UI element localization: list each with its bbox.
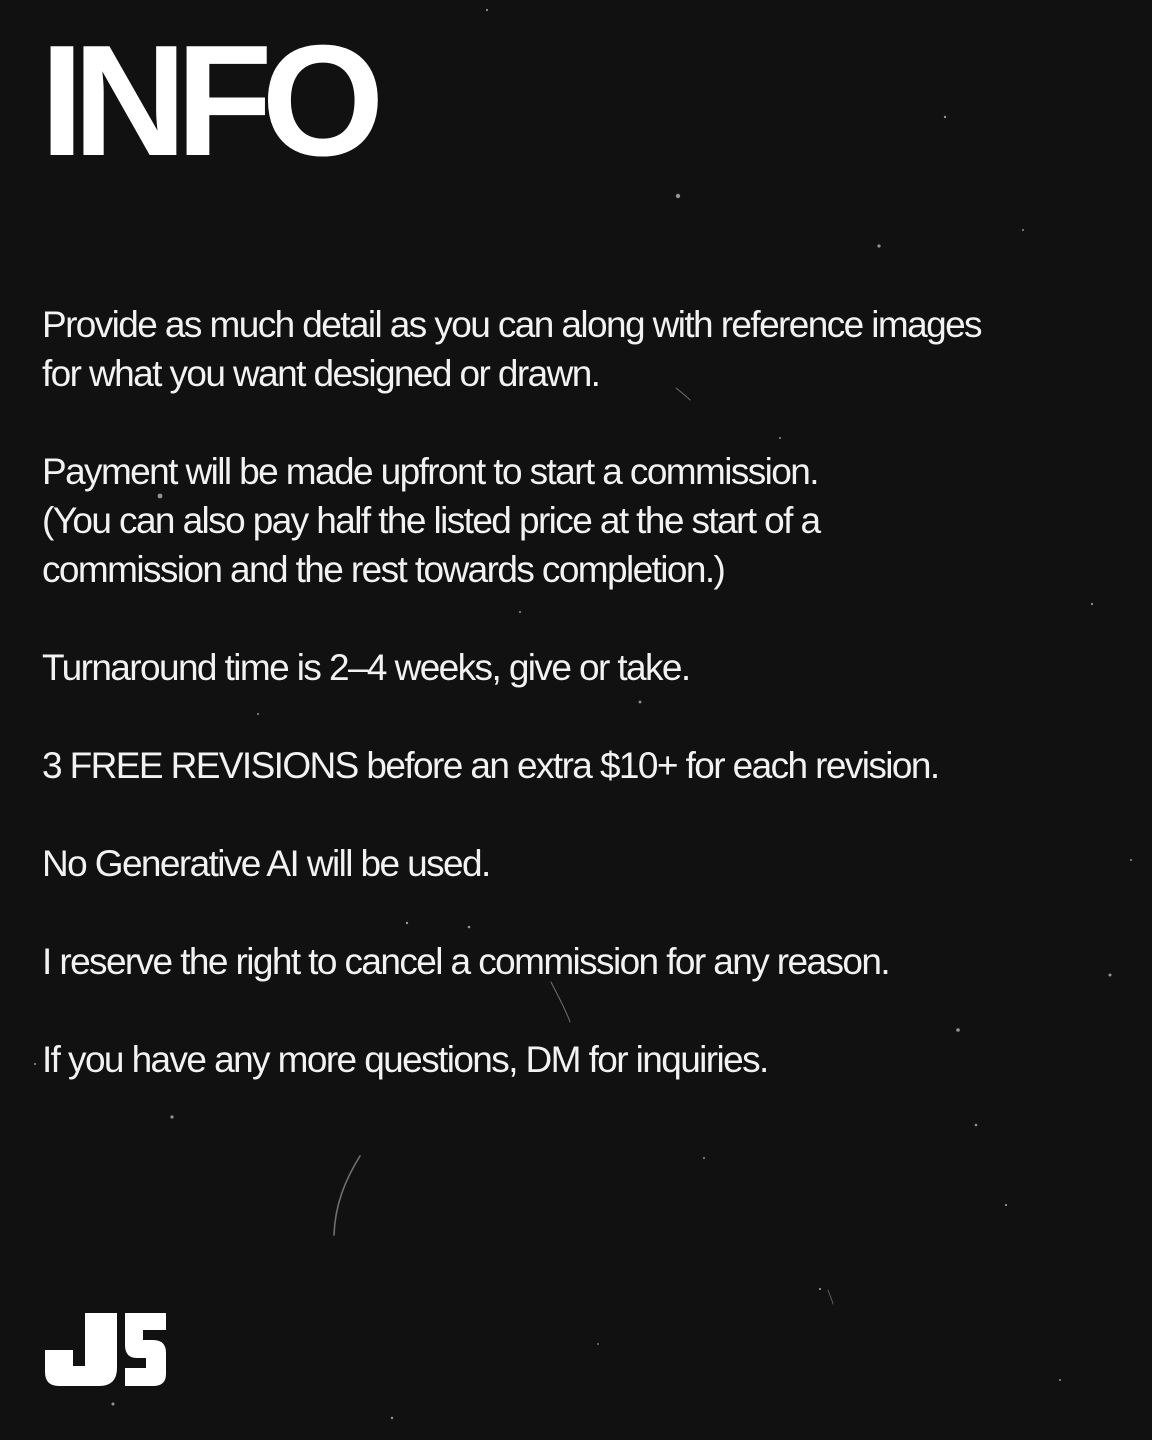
info-paragraph-contact: If you have any more questions, DM for inquiries.: [42, 1039, 768, 1080]
info-paragraph-cancel: I reserve the right to cancel a commission for any reason.: [42, 941, 890, 982]
info-paragraph-revisions: 3 FREE REVISIONS before an extra $10+ for each revision.: [42, 745, 939, 786]
info-paragraph-turnaround: Turnaround time is 2–4 weeks, give or take.: [42, 647, 690, 688]
info-list: [42, 300, 1122, 1133]
js-monogram-logo-icon: [45, 1310, 167, 1388]
info-paragraph-payment: Payment will be made upfront to start a commission. (You can also pay half the listed price at the start of a commission and the rest towards completion.): [42, 451, 820, 590]
info-paragraph-details: Provide as much detail as you can along with reference images for what you want designed or drawn.: [42, 304, 981, 394]
page-title: INFO: [40, 13, 374, 189]
info-paragraph-no-ai: No Generative AI will be used.: [42, 843, 490, 884]
